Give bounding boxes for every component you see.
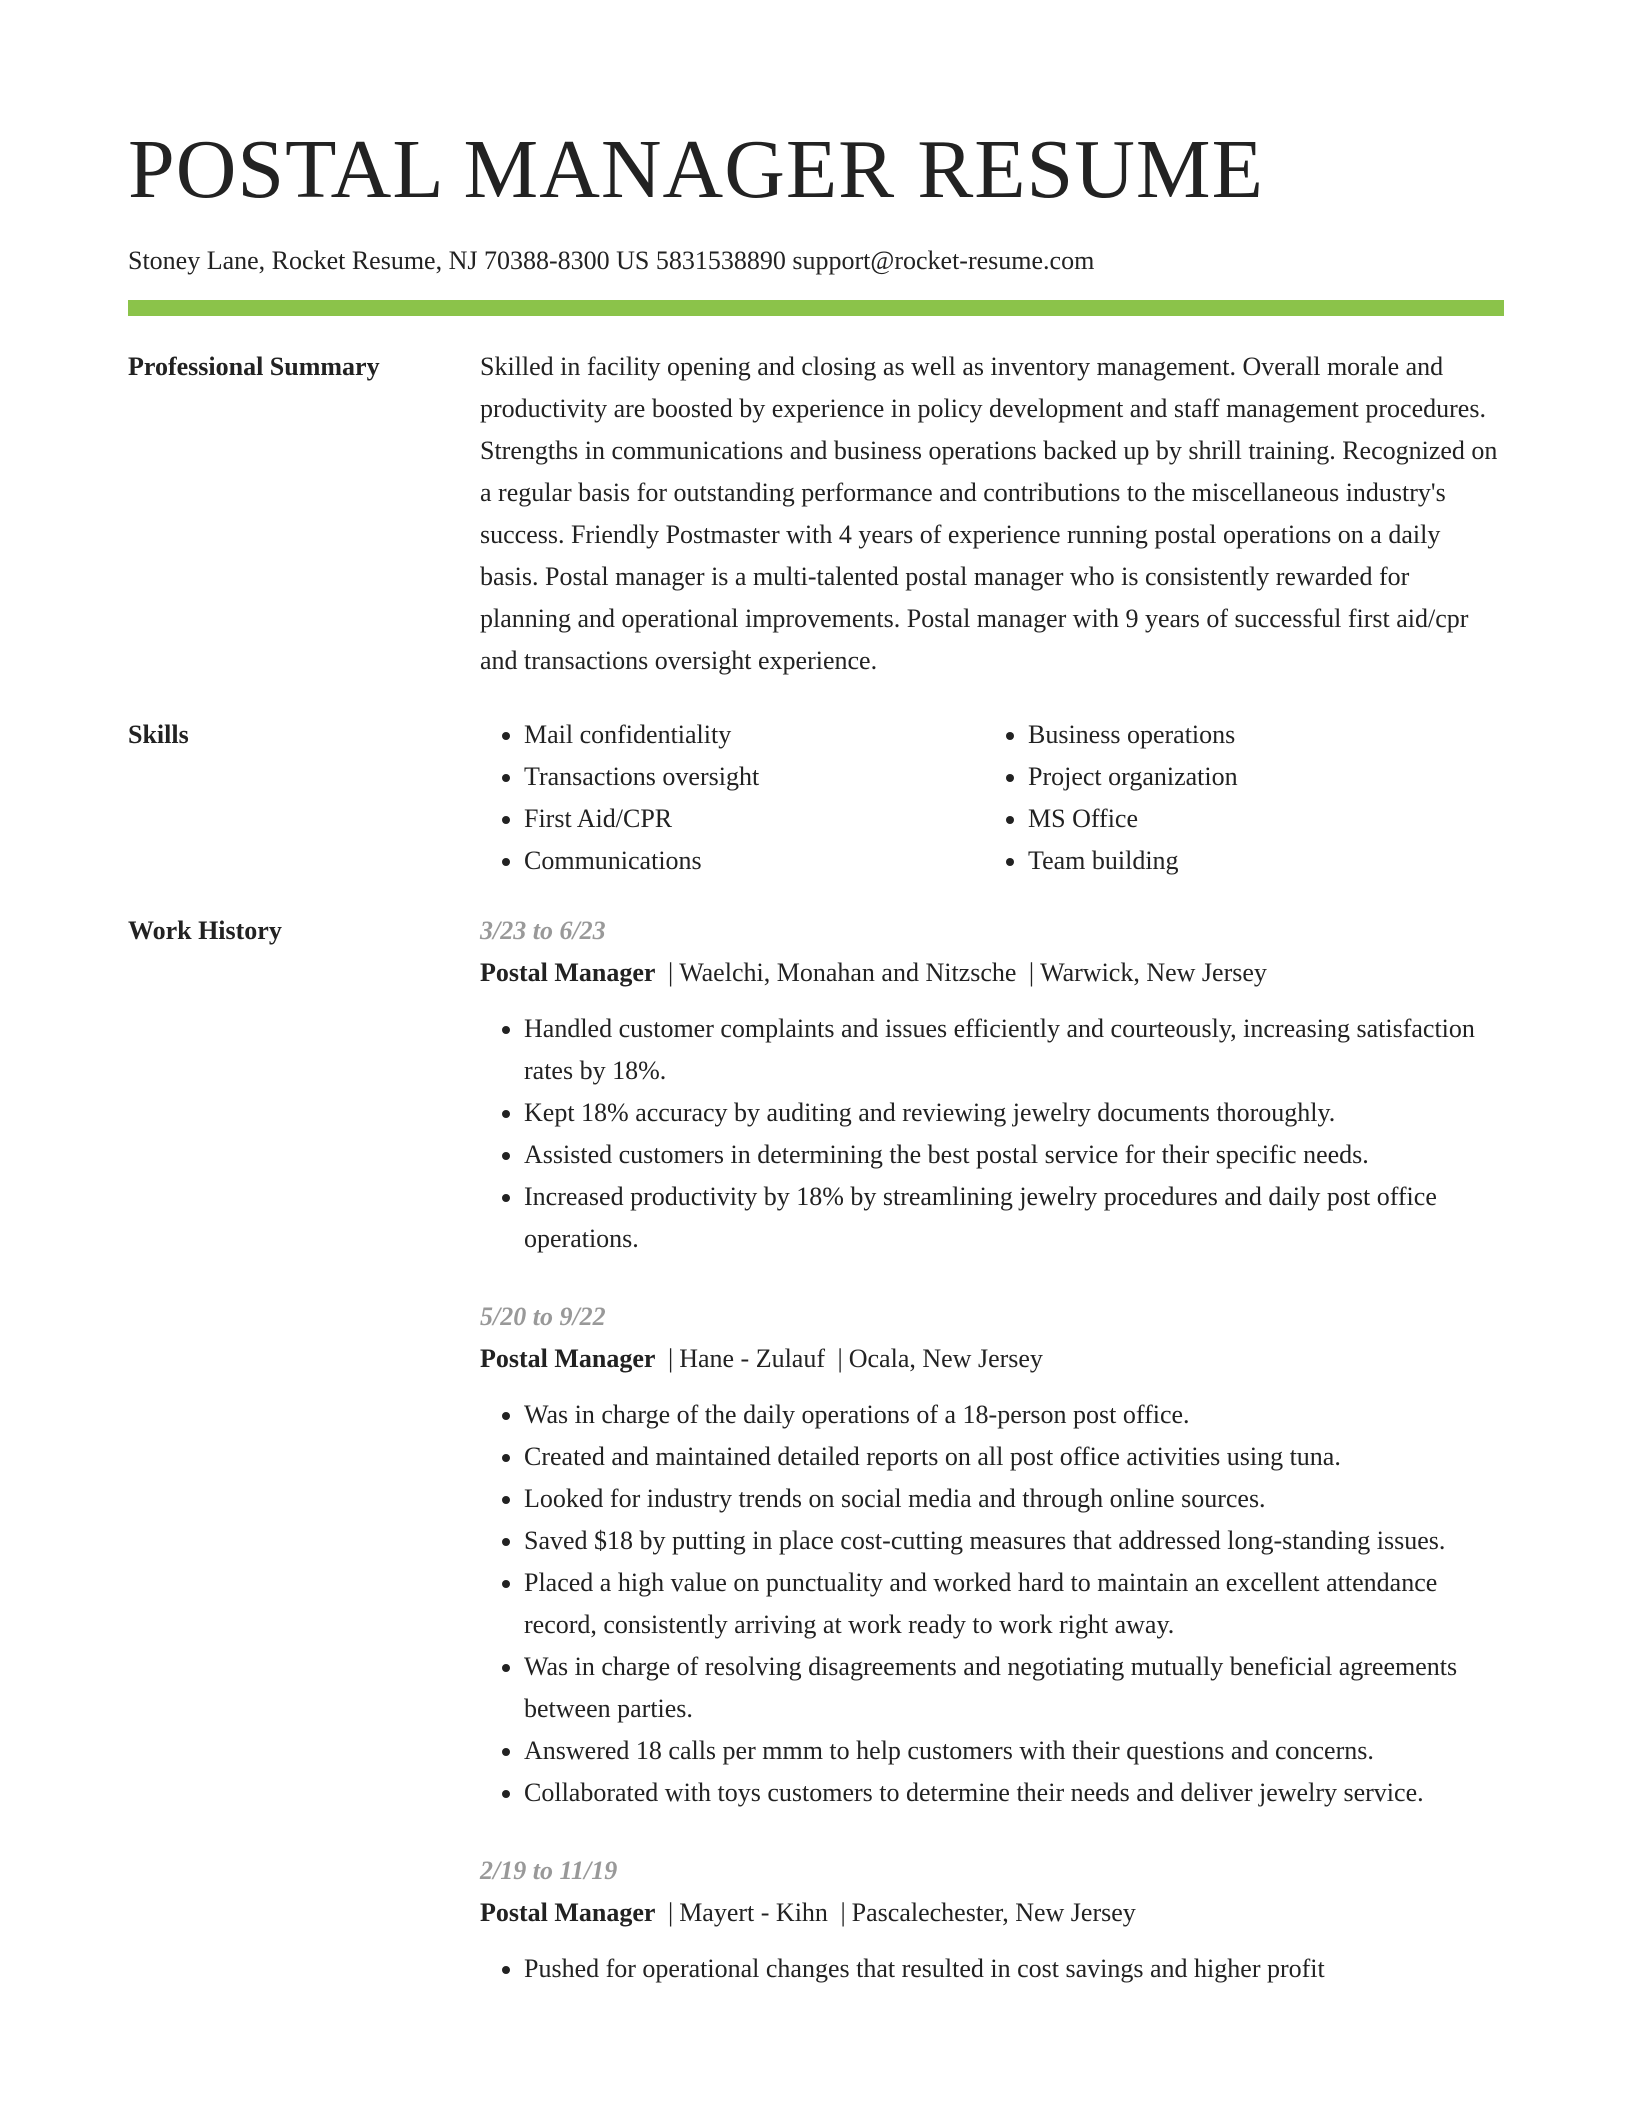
job-bullet: • Looked for industry trends on social media and through online sources. — [524, 1478, 1504, 1520]
job-company: Hane - Zulauf — [679, 1344, 826, 1373]
section-label-skills: Skills — [128, 720, 189, 749]
separator: | — [667, 1898, 674, 1927]
job-heading — [480, 1892, 1504, 1934]
job-company: Mayert - Kihn — [679, 1898, 828, 1927]
job-bullet: • Was in charge of resolving disagreements and negotiating mutually beneficial agreements between parties. — [524, 1646, 1504, 1730]
job-title: Postal Manager — [480, 1344, 656, 1373]
job-bullet: • Handled customer complaints and issues efficiently and courteously, increasing satisfaction rates by 18%. — [524, 1008, 1504, 1092]
separator: | — [667, 1344, 674, 1373]
job-dates: 3/23 to 6/23 — [480, 916, 606, 945]
job-bullet: • Increased productivity by 18% by streamlining jewelry procedures and daily post office operations. — [524, 1176, 1504, 1260]
summary-text: Skilled in facility opening and closing as well as inventory management. Overall morale and productivity are boosted by experience in policy development and staff management procedures. Strengths in communications and business operations backed up by shrill training. Recognized on a regular basis for outstanding performance and contributions to the miscellaneous industry's success. Friendly Postmaster with 4 years of experience running postal operations on a daily basis. Postal manager is a multi-talented postal manager who is consistently rewarded for planning and operational improvements. Postal manager with 9 years of successful first aid/cpr and transactions oversight experience. — [480, 352, 1498, 675]
job-company: Waelchi, Monahan and Nitzsche — [679, 958, 1017, 987]
job-bullet: • Pushed for operational changes that resulted in cost savings and higher profit — [524, 1948, 1504, 1990]
job-bullets — [480, 1008, 1504, 1260]
skill-item: • MS Office — [1028, 798, 1488, 840]
resume-page — [128, 0, 1504, 2026]
skill-item: • First Aid/CPR — [524, 798, 984, 840]
job-heading — [480, 1338, 1504, 1380]
job-entry — [480, 1296, 1504, 1814]
separator: | — [667, 958, 674, 987]
job-location: Pascalechester, New Jersey — [851, 1898, 1136, 1927]
job-bullet: • Collaborated with toys customers to determine their needs and deliver jewelry service. — [524, 1772, 1504, 1814]
skill-item: • Team building — [1028, 840, 1488, 882]
contact-line: Stoney Lane, Rocket Resume, NJ 70388-8300 US 5831538890 support@rocket-resume.com — [128, 246, 1095, 275]
skill-item: • Business operations — [1028, 714, 1488, 756]
skill-item: • Mail confidentiality — [524, 714, 984, 756]
job-title: Postal Manager — [480, 958, 656, 987]
job-entry — [480, 1850, 1504, 1990]
skill-item: • Communications — [524, 840, 984, 882]
job-bullets — [480, 1948, 1504, 1990]
job-heading — [480, 952, 1504, 994]
job-location: Warwick, New Jersey — [1040, 958, 1267, 987]
skills-list — [480, 714, 1504, 882]
accent-divider — [128, 300, 1504, 316]
skill-item: • Project organization — [1028, 756, 1488, 798]
job-bullet: • Kept 18% accuracy by auditing and reviewing jewelry documents thoroughly. — [524, 1092, 1504, 1134]
separator: | — [1028, 958, 1035, 987]
job-bullet: • Saved $18 by putting in place cost-cutting measures that addressed long-standing issues. — [524, 1520, 1504, 1562]
section-label-work-history: Work History — [128, 916, 282, 945]
separator: | — [840, 1898, 846, 1927]
skills-column-left — [480, 714, 984, 882]
skills-section — [128, 714, 1504, 882]
job-bullet: • Created and maintained detailed reports on all post office activities using tuna. — [524, 1436, 1504, 1478]
job-bullet: • Assisted customers in determining the best postal service for their specific needs. — [524, 1134, 1504, 1176]
job-entry — [480, 910, 1504, 1260]
separator: | — [837, 1344, 843, 1373]
resume-title: POSTAL MANAGER RESUME — [128, 123, 1264, 216]
job-bullets — [480, 1394, 1504, 1814]
job-bullet: • Was in charge of the daily operations of a 18-person post office. — [524, 1394, 1504, 1436]
job-bullet: • Placed a high value on punctuality and worked hard to maintain an excellent attendance record, consistently arriving at work ready to work right away. — [524, 1562, 1504, 1646]
summary-section — [128, 346, 1504, 682]
job-dates: 2/19 to 11/19 — [480, 1856, 618, 1885]
job-location: Ocala, New Jersey — [848, 1344, 1043, 1373]
section-label-summary: Professional Summary — [128, 352, 380, 381]
job-title: Postal Manager — [480, 1898, 656, 1927]
skill-item: • Transactions oversight — [524, 756, 984, 798]
job-bullet: • Answered 18 calls per mmm to help customers with their questions and concerns. — [524, 1730, 1504, 1772]
skills-column-right — [984, 714, 1488, 882]
job-dates: 5/20 to 9/22 — [480, 1302, 606, 1331]
work-history-section — [128, 910, 1504, 2026]
